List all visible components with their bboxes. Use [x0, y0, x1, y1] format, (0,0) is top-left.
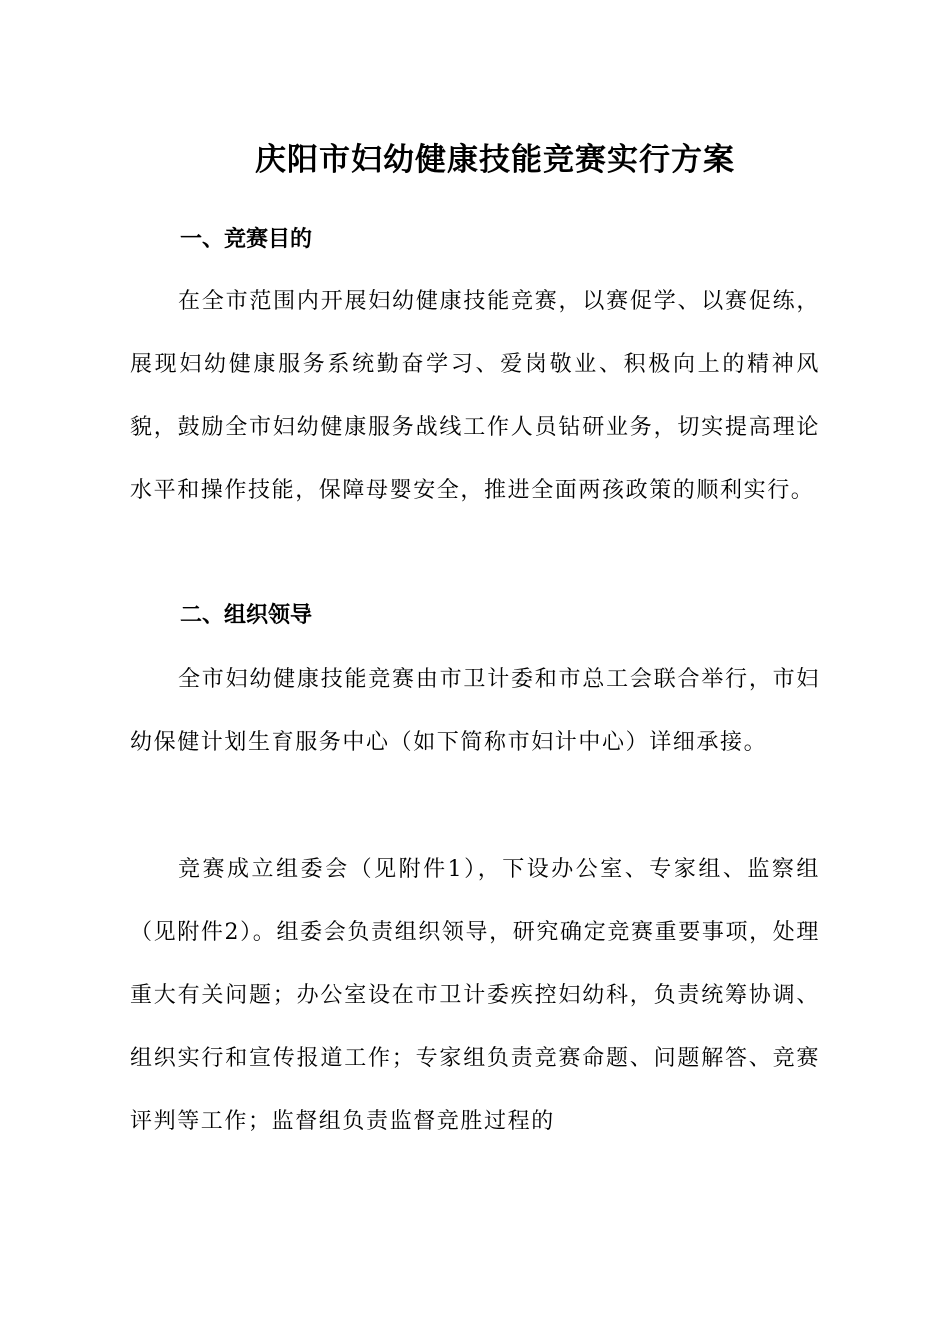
document-title: 庆阳市妇幼健康技能竞赛实行方案	[255, 142, 735, 178]
section-heading-purpose: 一、竞赛目的	[180, 227, 313, 252]
paragraph-committee: 竞赛成立组委会（见附件1），下设办公室、专家组、监察组（见附件2）。组委会负责组织领导，研究确定竞赛重要事项，处理重大有关问题；办公室设在市卫计委疾控妇幼科，负责统筹协调、组织实行和宣传报道工作；专家组负责竞赛命题、问题解答、竞赛评判等工作；监督组负责监督竞胜过程的	[130, 857, 820, 1134]
paragraph-organization: 全市妇幼健康技能竞赛由市卫计委和市总工会联合举行，市妇幼保健计划生育服务中心（如下简称市妇计中心）详细承接。	[130, 667, 820, 755]
paragraph-purpose: 在全市范围内开展妇幼健康技能竞赛，以赛促学、以赛促练，展现妇幼健康服务系统勤奋学习、爱岗敬业、积极向上的精神风貌，鼓励全市妇幼健康服务战线工作人员钻研业务，切实提高理论水平和操作技能，保障母婴安全，推进全面两孩政策的顺利实行。	[130, 289, 820, 503]
section-heading-organization: 二、组织领导	[180, 603, 313, 628]
